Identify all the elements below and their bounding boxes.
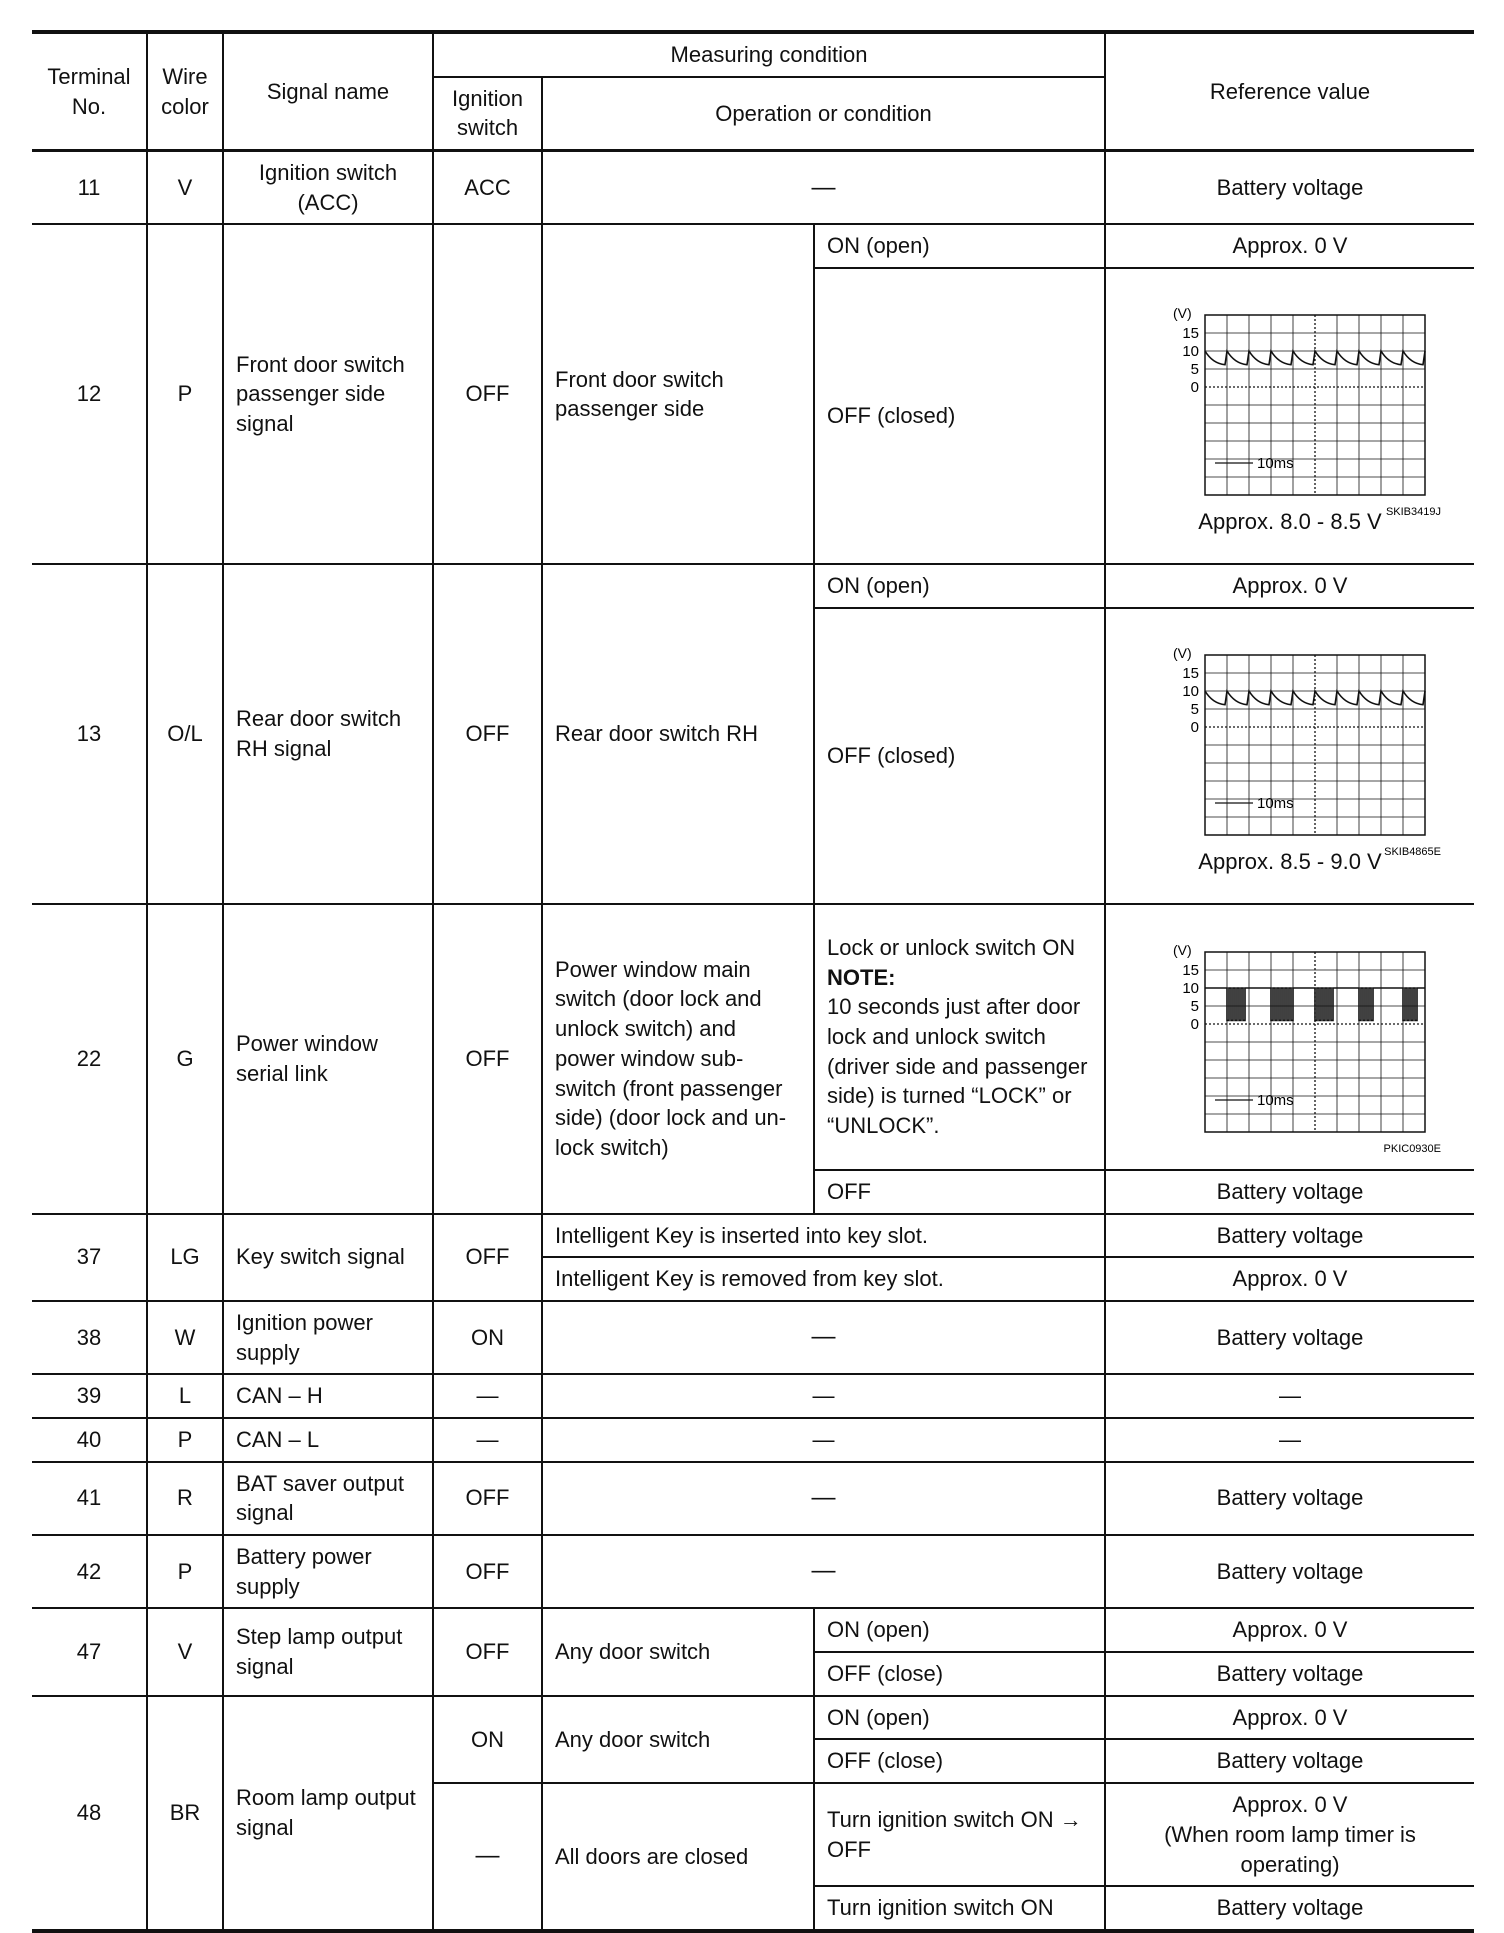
ignition-cell: OFF [433,1535,542,1608]
table-row [32,1696,1474,1740]
terminal-reference-table [32,30,1474,1933]
reference-cell: Battery voltage [1105,1301,1474,1374]
figure-code: PKIC0930E [1383,1142,1442,1155]
ignition-cell: OFF [433,1462,542,1535]
signal-cell: Step lamp output signal [223,1608,433,1695]
terminal-cell: 13 [32,564,147,904]
wire-cell: P [147,1535,223,1608]
reference-cell: Battery voltage [1105,1214,1474,1258]
header-measuring-condition: Measuring condition [433,32,1105,77]
table-row [32,1418,1474,1462]
reference-cell: Battery voltage [1105,1535,1474,1608]
waveform-grid [1205,315,1425,495]
reference-note-text: (When room lamp timer is operating) [1164,1821,1416,1877]
ignition-cell: ON [433,1301,542,1374]
condition-cell: ON (open) [814,1608,1105,1652]
signal-cell: Key switch signal [223,1214,433,1301]
reference-cell [1105,1783,1474,1886]
terminal-cell: 41 [32,1462,147,1535]
ignition-cell: ACC [433,151,542,225]
signal-cell: Ignition power supply [223,1301,433,1374]
wire-cell: W [147,1301,223,1374]
ignition-cell: OFF [433,1214,542,1301]
ignition-cell: ON [433,1696,542,1783]
ignition-cell: OFF [433,564,542,904]
header-wire-color: Wire color [147,32,223,151]
terminal-cell: 48 [32,1696,147,1931]
waveform-signal [1205,988,1425,1020]
reference-cell: Approx. 0 V [1105,1608,1474,1652]
reference-cell: Approx. 0 V [1105,1257,1474,1301]
signal-cell: Room lamp output signal [223,1696,433,1931]
terminal-cell: 11 [32,151,147,225]
reference-cell: Battery voltage [1105,1739,1474,1783]
waveform-grid [1205,952,1425,1132]
operation-cell: — [542,1462,1105,1535]
reference-cell [1105,268,1474,564]
ignition-cell: — [433,1418,542,1462]
condition-cell: Intelligent Key is inserted into key slot. [542,1214,1105,1258]
operation-cell: Any door switch [542,1696,814,1783]
table-row [32,1214,1474,1258]
table-row [32,904,1474,1170]
reference-cell: — [1105,1418,1474,1462]
operation-cell: Any door switch [542,1608,814,1695]
y-tick-label: 5 [1190,700,1200,718]
y-tick-label: 10 [1182,343,1200,361]
condition-cell [814,904,1105,1170]
header-operation-or-condition: Operation or condition [542,77,1105,151]
wire-cell: O/L [147,564,223,904]
terminal-cell: 38 [32,1301,147,1374]
waveform-chart [1145,932,1442,1155]
condition-cell: OFF (closed) [814,608,1105,904]
condition-cell: OFF (close) [814,1652,1105,1696]
signal-cell: CAN – H [223,1374,433,1418]
y-tick-label: 10 [1182,979,1200,997]
signal-cell: Front door switch passenger side signal [223,224,433,564]
ignition-cell: OFF [433,1608,542,1695]
y-unit-label: (V) [1173,644,1192,661]
condition-cell: OFF [814,1170,1105,1214]
terminal-cell: 42 [32,1535,147,1608]
table-row [32,1535,1474,1608]
table-row [32,1608,1474,1652]
reference-cell: Battery voltage [1105,1170,1474,1214]
reference-cell: Battery voltage [1105,1462,1474,1535]
operation-cell: — [542,1301,1105,1374]
reference-cell: Battery voltage [1105,151,1474,225]
table-row [32,1374,1474,1418]
condition-cell: Turn ignition switch ON → OFF [814,1783,1105,1886]
terminal-cell: 39 [32,1374,147,1418]
reference-cell: — [1105,1374,1474,1418]
time-scale-label: 10ms [1257,455,1294,473]
reference-cell [1105,904,1474,1170]
condition-cell: OFF (closed) [814,268,1105,564]
note-text: 10 seconds just after door lock and unlock switch (driver side and passenger side) is turned “LOCK” or “UNLOCK”. [827,994,1088,1139]
header-reference-value: Reference value [1105,32,1474,151]
wire-cell: L [147,1374,223,1418]
table-row [32,1462,1474,1535]
table-row [32,564,1474,608]
ignition-cell: OFF [433,224,542,564]
wire-cell: R [147,1462,223,1535]
table-row [32,224,1474,268]
waveform-grid [1205,655,1425,835]
figure-code: SKIB3419J [1385,506,1442,519]
reference-cell: Approx. 0 V [1105,224,1474,268]
operation-cell: — [542,1374,1105,1418]
y-tick-label: 10 [1182,682,1200,700]
ignition-cell: — [433,1783,542,1931]
reference-cell: Approx. 0 V [1105,1696,1474,1740]
reference-cell [1105,608,1474,904]
operation-cell: — [542,1418,1105,1462]
wire-cell: G [147,904,223,1214]
operation-cell: All doors are closed [542,1783,814,1931]
header-terminal-no: Terminal No. [32,32,147,151]
terminal-cell: 37 [32,1214,147,1301]
operation-cell: Power window main switch (door lock and unlock switch) and power window sub-switch (front passenger side) (door lock and un-lock switch) [542,904,814,1214]
y-tick-label: 15 [1182,961,1200,979]
waveform-signal [1205,351,1425,365]
signal-cell: CAN – L [223,1418,433,1462]
condition-cell: ON (open) [814,564,1105,608]
y-unit-label: (V) [1173,305,1192,322]
terminal-cell: 12 [32,224,147,564]
terminal-cell: 22 [32,904,147,1214]
note-label: NOTE: [827,964,896,990]
signal-cell: Ignition switch (ACC) [223,151,433,225]
wire-cell: V [147,151,223,225]
y-tick-label: 15 [1182,664,1200,682]
waveform-chart [1145,635,1442,858]
operation-cell: — [542,1535,1105,1608]
y-tick-label: 15 [1182,325,1200,343]
header-signal-name: Signal name [223,32,433,151]
y-tick-label: 5 [1190,997,1200,1015]
terminal-cell: 40 [32,1418,147,1462]
condition-text: Lock or unlock switch ON [827,934,1076,960]
time-scale-label: 10ms [1257,794,1294,812]
reference-cell: Battery voltage [1105,1652,1474,1696]
condition-cell: Turn ignition switch ON [814,1886,1105,1931]
signal-cell: Rear door switch RH signal [223,564,433,904]
ignition-cell: OFF [433,904,542,1214]
wire-cell: P [147,1418,223,1462]
waveform-chart [1145,295,1442,519]
y-tick-label: 0 [1190,1015,1200,1033]
reference-cell: Approx. 0 V [1105,564,1474,608]
time-scale-label: 10ms [1257,1091,1294,1109]
signal-cell: Power window serial link [223,904,433,1214]
reference-value-text: Approx. 8.0 - 8.5 V [1198,509,1382,535]
condition-cell: OFF (close) [814,1739,1105,1783]
condition-cell: Intelligent Key is removed from key slot. [542,1257,1105,1301]
header-ignition-switch: Ignition switch [433,77,542,151]
condition-cell: ON (open) [814,224,1105,268]
waveform-signal [1205,691,1425,705]
terminal-cell: 47 [32,1608,147,1695]
reference-value-text: Approx. 0 V [1232,1792,1348,1818]
y-unit-label: (V) [1173,941,1192,958]
table-row [32,1301,1474,1374]
signal-cell: Battery power supply [223,1535,433,1608]
reference-cell: Battery voltage [1105,1886,1474,1931]
condition-cell: ON (open) [814,1696,1105,1740]
wire-cell: BR [147,1696,223,1931]
operation-cell: — [542,151,1105,225]
wire-cell: V [147,1608,223,1695]
wire-cell: LG [147,1214,223,1301]
y-tick-label: 0 [1190,718,1200,736]
figure-code: SKIB4865E [1384,845,1442,858]
operation-cell: Front door switch passenger side [542,224,814,564]
table-row [32,151,1474,225]
reference-value-text: Approx. 8.5 - 9.0 V [1198,848,1382,874]
wire-cell: P [147,224,223,564]
signal-cell: BAT saver output signal [223,1462,433,1535]
operation-cell: Rear door switch RH [542,564,814,904]
y-tick-label: 5 [1190,361,1200,379]
ignition-cell: — [433,1374,542,1418]
y-tick-label: 0 [1190,379,1200,397]
